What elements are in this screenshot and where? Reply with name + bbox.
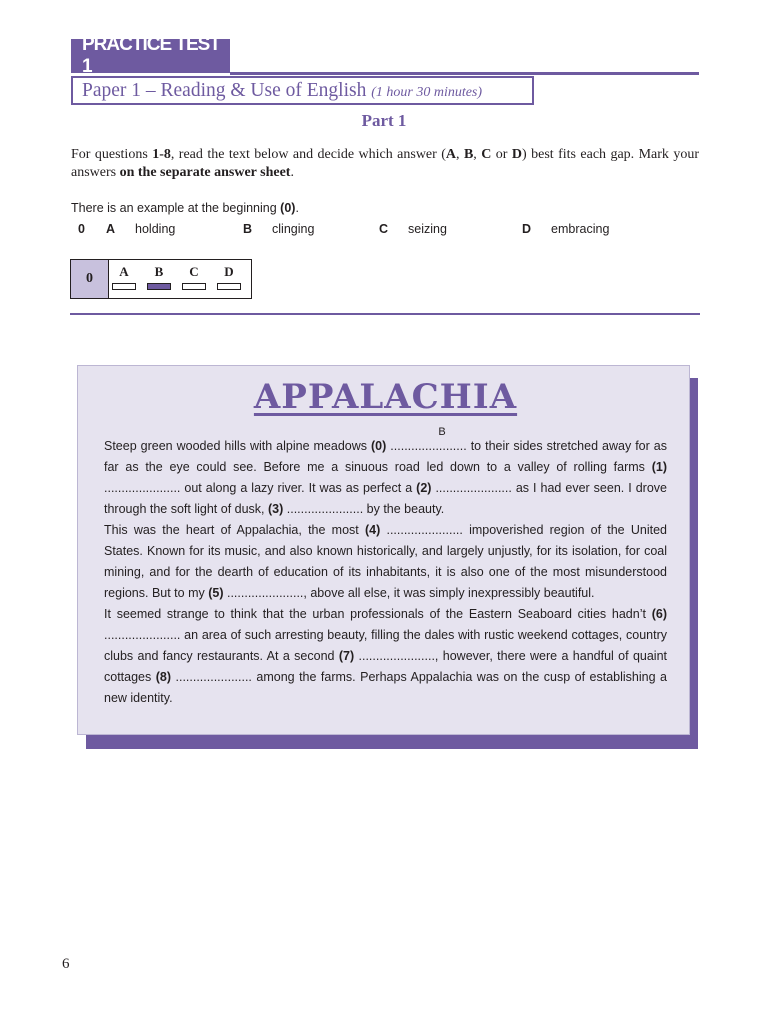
option-letter: A	[445, 147, 457, 162]
passage-fragment: out along a lazy river. It was as perfect a	[180, 481, 417, 495]
example-question-number	[78, 222, 85, 236]
practice-test-label: PRACTICE TEST 1	[71, 39, 230, 73]
answer-cell-d	[217, 264, 241, 290]
instructions-emphasis: on the separate answer sheet	[119, 165, 291, 180]
option-word: seizing	[408, 222, 447, 236]
instructions-text: ,	[473, 147, 482, 162]
answer-cell-letter: D	[224, 264, 234, 279]
gap-number: (2)	[416, 481, 432, 495]
instructions-text: or	[491, 147, 512, 162]
passage-fragment: by the beauty.	[363, 502, 445, 516]
option-word: holding	[135, 222, 176, 236]
option-letter: A	[106, 222, 116, 236]
option-letter: D	[522, 222, 532, 236]
gap-dots: ......................	[104, 628, 181, 642]
question-range: 1-8	[152, 147, 171, 162]
gap-dots: ......................	[358, 649, 435, 663]
example-answer-grid	[70, 259, 252, 299]
answer-cell-c	[182, 264, 206, 290]
instructions	[71, 146, 699, 182]
header-rule	[230, 72, 699, 75]
answer-box-selected	[147, 283, 171, 290]
section-divider	[70, 313, 700, 315]
example-option-c	[379, 222, 447, 236]
option-letter: D	[511, 147, 523, 162]
answer-box	[217, 283, 241, 290]
question-number: 0	[78, 222, 85, 236]
passage-fragment: , however, there were a handful of quaint cottages	[104, 649, 668, 684]
option-letter: B	[463, 147, 474, 162]
passage-fragment: among the farms. Perhaps Appalachia was on the cusp of establishing a new identity.	[104, 670, 667, 705]
passage-fragment: Steep green wooded hills with alpine meadows	[104, 439, 372, 453]
passage-fragment: This was the heart of Appalachia, the most	[104, 523, 365, 537]
instructions-text: For questions	[71, 147, 153, 162]
instructions-text: , read the text below and decide which answer (	[170, 147, 446, 162]
gap-number: (8)	[155, 670, 172, 684]
passage-paragraph	[104, 604, 667, 709]
instructions-text: .	[290, 165, 294, 180]
example-number: (0)	[280, 201, 296, 215]
passage-fragment: as I had ever seen. I drove through the soft light of dusk,	[104, 481, 667, 516]
passage-paragraph	[104, 520, 667, 604]
answer-box	[182, 283, 206, 290]
gap-number: (1)	[651, 460, 667, 474]
gap-number: (5)	[208, 586, 224, 600]
answer-grid-cells	[109, 260, 251, 298]
option-word: embracing	[551, 222, 610, 236]
gap-dots: ......................	[386, 523, 463, 537]
gap-blank	[390, 426, 467, 457]
option-letter: B	[243, 222, 253, 236]
paper-duration: (1 hour 30 minutes)	[371, 85, 483, 100]
answer-cell-b	[147, 264, 171, 290]
example-option-b	[243, 222, 314, 236]
gap-number: (7)	[338, 649, 355, 663]
gap-number: (6)	[651, 607, 667, 621]
example-answer-mark: B	[438, 426, 446, 438]
example-text: There is an example at the beginning	[71, 201, 281, 215]
gap-dots: ......................	[390, 439, 467, 453]
gap-dots: ......................	[104, 481, 181, 495]
passage-paragraph	[104, 426, 667, 520]
gap-number: (4)	[364, 523, 381, 537]
answer-cell-letter: A	[119, 264, 129, 279]
answer-box	[112, 283, 136, 290]
passage-fragment: It seemed strange to think that the urban professionals of the Eastern Seaboard cities hadn’t	[104, 607, 652, 621]
example-note	[71, 201, 299, 215]
answer-cell-letter: B	[154, 264, 164, 279]
gap-dots: ......................	[175, 670, 252, 684]
instructions-text: ) best fits each gap. Mark your answers	[71, 147, 700, 180]
option-word: clinging	[272, 222, 315, 236]
passage-text	[104, 426, 668, 709]
gap-dots: ......................	[286, 502, 364, 516]
answer-grid-number: 0	[71, 260, 109, 298]
option-letter: C	[379, 222, 389, 236]
answer-cell-letter: C	[189, 264, 199, 279]
passage-card	[77, 365, 690, 735]
paper-title-box	[71, 76, 534, 105]
passage-fragment: to their sides stretched away for as far as the eye could see. Before me a sinuous road led down to a valley of rolling farms	[104, 439, 667, 474]
gap-number: (3)	[268, 502, 284, 516]
part-heading: Part 1	[361, 111, 407, 130]
instructions-text: ,	[456, 147, 464, 162]
option-letter: C	[481, 147, 492, 162]
gap-dots: ......................	[435, 481, 512, 495]
passage-fragment: , above all else, it was simply inexpressibly beautiful.	[303, 586, 595, 600]
gap-number: (0)	[371, 439, 387, 453]
paper-title: Paper 1 – Reading & Use of English	[82, 80, 367, 101]
example-option-a	[106, 222, 175, 236]
passage-fragment: impoverished region of the United States. Known for its music, and also known historically, and largely unjustly, for its isolation, for coal mining, and for the dearth of education of its inhabitants, it is also one of the most misunderstood regions. But to my	[104, 523, 667, 600]
example-option-d	[522, 222, 609, 236]
passage-fragment: an area of such arresting beauty, filling the dales with rustic weekend cottages, country clubs and fancy restaurants. At a second	[104, 628, 667, 663]
gap-dots: ......................	[226, 586, 304, 600]
passage-title: APPALACHIA	[253, 377, 518, 417]
example-text: .	[295, 201, 299, 215]
answer-cell-a	[112, 264, 136, 290]
page-number: 6	[62, 956, 70, 972]
